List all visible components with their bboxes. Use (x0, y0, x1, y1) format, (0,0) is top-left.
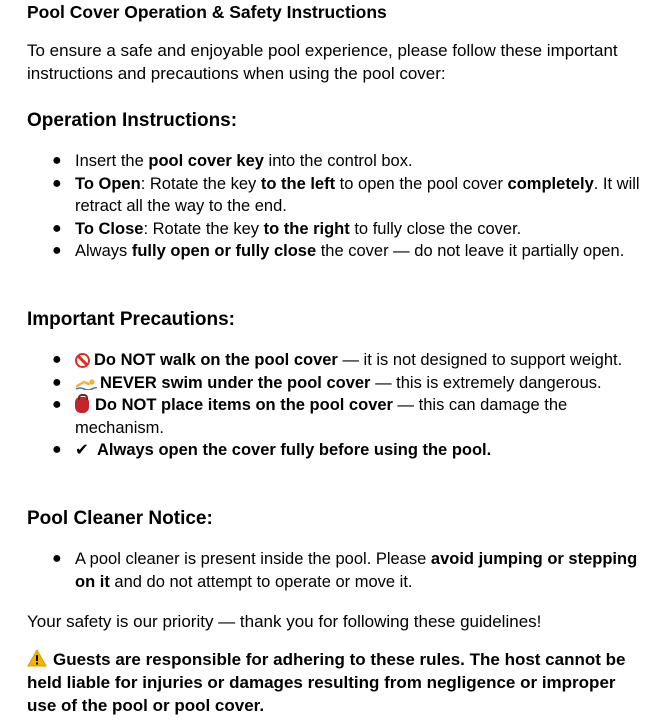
item-bold: to the right (263, 219, 350, 238)
item-text: : Rotate the key (143, 219, 264, 238)
list-item (27, 394, 657, 439)
disclaimer-paragraph (27, 648, 647, 717)
item-bold: NEVER swim under the pool cover (100, 373, 371, 392)
bullet-icon: ● (52, 351, 62, 368)
bullet-icon: ● (52, 373, 62, 391)
bullet-icon: ● (52, 152, 62, 169)
intro-paragraph: To ensure a safe and enjoyable pool experience, please follow these important instructions and precautions when using the pool cover: (27, 41, 618, 83)
closing-paragraph: Your safety is our priority — thank you for following these guidelines! (27, 612, 542, 631)
bullet-icon: ● (52, 242, 62, 259)
bullet-icon: ● (52, 396, 62, 413)
item-text: Insert the (75, 152, 149, 170)
list-item (27, 372, 657, 395)
item-text: into the control box. (263, 152, 413, 170)
warning-icon (27, 649, 47, 667)
item-bold: Do NOT walk on the pool cover (94, 351, 338, 369)
item-bold: fully open or fully close (131, 242, 317, 260)
no-entry-icon (75, 353, 90, 368)
item-bold: avoid jumping or stepping on it (75, 550, 638, 591)
item-text: to open the pool cover (335, 174, 508, 193)
item-text: the cover — do not leave it partially open. (316, 242, 625, 260)
bag-icon (75, 397, 89, 413)
item-bold: Do NOT place items on the pool cover (95, 396, 393, 414)
item-text: — this is extremely dangerous. (370, 373, 602, 392)
bullet-icon: ● (52, 550, 62, 567)
cleaner-list (27, 548, 657, 593)
item-text: : Rotate the key (140, 174, 261, 193)
cleaner-heading: Pool Cleaner Notice: (27, 508, 213, 529)
item-bold: To Close (75, 219, 144, 238)
item-bold: pool cover key (148, 152, 264, 170)
operation-list (27, 150, 657, 263)
list-item (27, 439, 657, 462)
list-item (27, 218, 657, 241)
precautions-list (27, 349, 657, 462)
precautions-heading: Important Precautions: (27, 309, 235, 330)
list-item (27, 150, 657, 173)
item-text: to fully close the cover. (349, 219, 522, 238)
bullet-icon: ● (52, 219, 62, 237)
disclaimer-text: Guests are responsible for adhering to these rules. The host cannot be held liable for injuries or damages resulting from negligence or improper use of the pool or pool cover. (27, 650, 626, 715)
item-text: and do not attempt to operate or move it. (109, 572, 413, 591)
bullet-icon: ● (52, 174, 62, 192)
item-text: A pool cleaner is present inside the pool. Please (75, 550, 431, 568)
check-icon: ✔ (75, 441, 89, 459)
item-text: — this can damage the mechanism. (75, 396, 568, 437)
item-text: — it is not designed to support weight. (337, 351, 623, 369)
list-item (27, 349, 657, 372)
list-item (27, 548, 657, 593)
operation-heading: Operation Instructions: (27, 110, 238, 131)
page-title: Pool Cover Operation & Safety Instructions (27, 2, 387, 22)
swimmer-icon (75, 378, 97, 390)
list-item (27, 173, 657, 218)
list-item (27, 240, 657, 263)
item-bold: to the left (260, 174, 336, 193)
item-text: . It will retract all the way to the end. (75, 174, 640, 215)
item-bold: Always open the cover fully before using the pool. (97, 441, 492, 459)
item-bold: completely (507, 174, 594, 193)
item-bold: To Open (75, 174, 141, 193)
item-text: Always (75, 242, 132, 260)
bullet-icon: ● (52, 441, 62, 458)
